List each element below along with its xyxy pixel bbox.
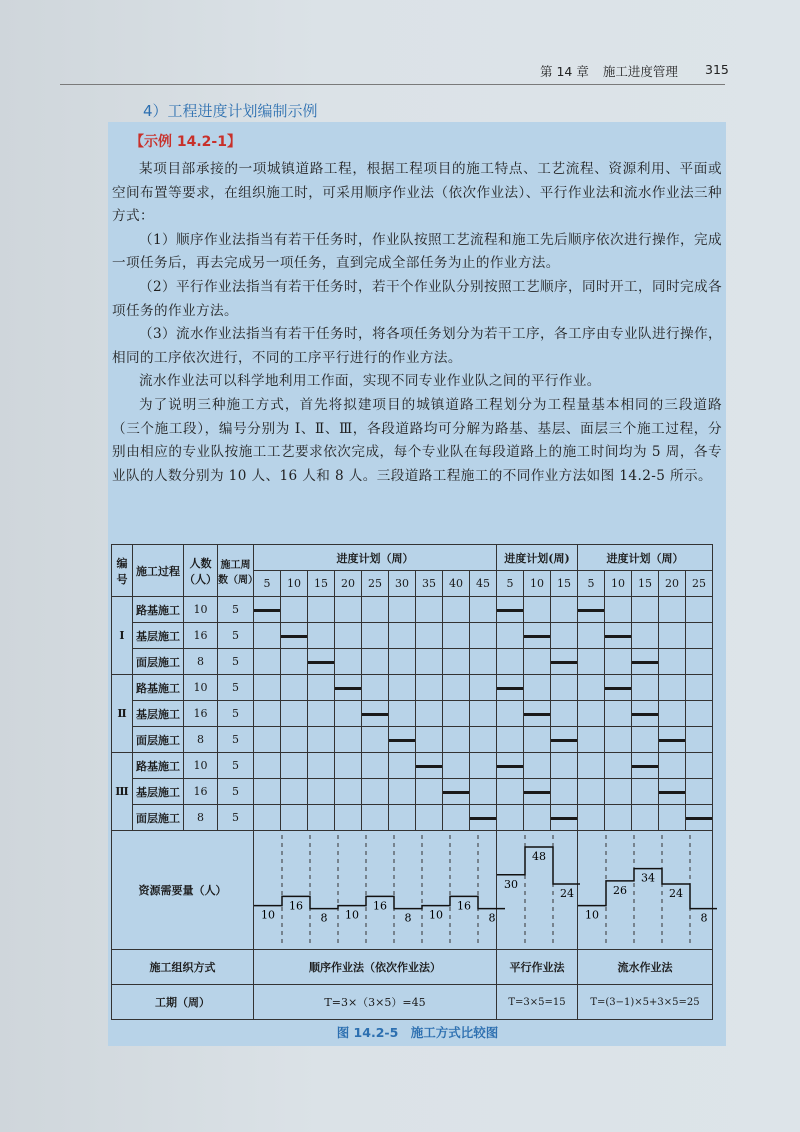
task-bar <box>281 635 307 638</box>
org-par: 平行作业法 <box>497 950 578 985</box>
schedule-cell <box>632 727 659 753</box>
people-count: 16 <box>184 779 218 805</box>
resource-value: 8 <box>404 911 412 925</box>
schedule-cell <box>362 623 389 649</box>
schedule-cell <box>416 779 443 805</box>
tick-label: 10 <box>281 571 308 597</box>
week-count: 5 <box>218 727 254 753</box>
tick-label: 30 <box>389 571 416 597</box>
figure-caption: 图 14.2-5 施工方式比较图 <box>336 1025 499 1040</box>
tick-label: 15 <box>551 571 578 597</box>
schedule-cell <box>362 753 389 779</box>
construction-comparison-table <box>111 544 713 1020</box>
schedule-cell <box>389 779 416 805</box>
task-bar <box>659 739 685 742</box>
tick-label: 5 <box>254 571 281 597</box>
tick-label: 10 <box>524 571 551 597</box>
schedule-cell <box>362 597 389 623</box>
schedule-cell <box>335 753 362 779</box>
schedule-cell <box>416 753 443 779</box>
schedule-cell <box>443 753 470 779</box>
resource-value: 16 <box>457 899 471 913</box>
schedule-cell <box>470 779 497 805</box>
schedule-cell <box>686 597 713 623</box>
task-bar <box>443 791 469 794</box>
chapter-title: 施工进度管理 <box>602 64 678 79</box>
resource-histogram-par <box>497 831 578 950</box>
resource-chart <box>497 831 580 949</box>
resource-value: 26 <box>613 883 627 897</box>
tick-label: 20 <box>659 571 686 597</box>
tick-label: 25 <box>362 571 389 597</box>
process-name: 面层施工 <box>133 805 184 831</box>
resource-value: 8 <box>488 911 496 925</box>
schedule-cell <box>551 701 578 727</box>
schedule-cell <box>281 753 308 779</box>
schedule-cell <box>605 597 632 623</box>
tick-label: 35 <box>416 571 443 597</box>
schedule-cell <box>308 805 335 831</box>
task-bar <box>632 765 658 768</box>
task-bar <box>308 661 334 664</box>
schedule-cell <box>632 597 659 623</box>
task-bar <box>497 687 523 690</box>
schedule-cell <box>389 753 416 779</box>
task-bar <box>497 765 523 768</box>
schedule-cell <box>362 649 389 675</box>
people-count: 10 <box>184 675 218 701</box>
schedule-cell <box>578 779 605 805</box>
schedule-cell <box>578 649 605 675</box>
task-bar <box>605 687 631 690</box>
schedule-cell <box>443 727 470 753</box>
schedule-cell <box>362 805 389 831</box>
schedule-cell <box>308 779 335 805</box>
duration-flow: T=(3−1)×5+3×5=25 <box>578 985 713 1020</box>
process-name: 路基施工 <box>133 753 184 779</box>
schedule-cell <box>362 675 389 701</box>
people-count: 8 <box>184 805 218 831</box>
schedule-cell <box>335 727 362 753</box>
schedule-cell <box>686 779 713 805</box>
schedule-cell <box>659 701 686 727</box>
people-count: 16 <box>184 623 218 649</box>
table-row <box>112 753 713 779</box>
task-bar <box>497 609 523 612</box>
task-bar <box>362 713 388 716</box>
resource-value: 34 <box>641 871 655 885</box>
schedule-cell <box>470 753 497 779</box>
page-header <box>540 62 729 80</box>
schedule-cell <box>497 805 524 831</box>
schedule-cell <box>686 701 713 727</box>
schedule-cell <box>308 623 335 649</box>
schedule-cell <box>578 597 605 623</box>
resource-value: 10 <box>429 908 443 922</box>
schedule-cell <box>497 649 524 675</box>
task-bar <box>470 817 496 820</box>
schedule-cell <box>551 805 578 831</box>
task-bar <box>578 609 604 612</box>
table-row <box>112 727 713 753</box>
schedule-cell <box>416 649 443 675</box>
schedule-cell <box>335 779 362 805</box>
task-bar <box>524 713 550 716</box>
duration-label: 工期（周） <box>112 985 254 1020</box>
schedule-cell <box>605 779 632 805</box>
task-bar <box>524 791 550 794</box>
schedule-cell <box>281 597 308 623</box>
tick-label: 25 <box>686 571 713 597</box>
header-no: 编号 <box>112 545 133 597</box>
schedule-cell <box>632 753 659 779</box>
resource-value: 16 <box>289 899 303 913</box>
segment-number: Ⅰ <box>112 597 133 675</box>
schedule-cell <box>524 727 551 753</box>
task-bar <box>659 791 685 794</box>
schedule-cell <box>659 597 686 623</box>
resource-value: 10 <box>261 908 275 922</box>
schedule-cell <box>632 701 659 727</box>
schedule-cell <box>470 727 497 753</box>
task-bar <box>551 661 577 664</box>
week-count: 5 <box>218 675 254 701</box>
tick-label: 15 <box>632 571 659 597</box>
page-number: 315 <box>705 62 729 77</box>
people-count: 16 <box>184 701 218 727</box>
schedule-cell <box>254 779 281 805</box>
resource-histogram-seq <box>254 831 497 950</box>
schedule-cell <box>335 623 362 649</box>
schedule-cell <box>443 805 470 831</box>
schedule-cell <box>551 597 578 623</box>
header-divider <box>60 84 725 85</box>
schedule-cell <box>389 597 416 623</box>
process-name: 基层施工 <box>133 701 184 727</box>
schedule-cell <box>686 675 713 701</box>
schedule-cell <box>632 805 659 831</box>
task-bar <box>632 713 658 716</box>
resource-value: 8 <box>320 911 328 925</box>
schedule-cell <box>335 597 362 623</box>
schedule-cell <box>605 649 632 675</box>
process-name: 基层施工 <box>133 623 184 649</box>
schedule-cell <box>497 753 524 779</box>
people-count: 10 <box>184 753 218 779</box>
resource-value: 30 <box>504 877 518 891</box>
resource-value: 10 <box>345 908 359 922</box>
schedule-cell <box>254 675 281 701</box>
resource-value: 48 <box>532 850 546 863</box>
paragraph: （1）顺序作业法指当有若干任务时，作业队按照工艺流程和施工先后顺序依次进行操作，完成一项任务后，再去完成另一项任务，直到完成全部任务为止的作业方法。 <box>112 231 722 272</box>
tick-label: 15 <box>308 571 335 597</box>
schedule-cell <box>578 675 605 701</box>
schedule-cell <box>686 727 713 753</box>
schedule-cell <box>659 675 686 701</box>
task-bar <box>416 765 442 768</box>
schedule-cell <box>578 753 605 779</box>
schedule-cell <box>281 675 308 701</box>
organization-row <box>112 950 713 985</box>
schedule-cell <box>281 701 308 727</box>
process-name: 面层施工 <box>133 649 184 675</box>
schedule-cell <box>443 649 470 675</box>
org-label: 施工组织方式 <box>112 950 254 985</box>
schedule-cell <box>659 779 686 805</box>
schedule-cell <box>308 753 335 779</box>
schedule-cell <box>335 649 362 675</box>
schedule-cell <box>551 779 578 805</box>
body-text <box>112 158 722 488</box>
schedule-cell <box>632 623 659 649</box>
schedule-cell <box>389 727 416 753</box>
schedule-cell <box>578 701 605 727</box>
process-name: 面层施工 <box>133 727 184 753</box>
paragraph: 为了说明三种施工方式，首先将拟建项目的城镇道路工程划分为工程量基本相同的三段道路（三个施工段），编号分别为 Ⅰ、Ⅱ、Ⅲ，各段道路均可分解为路基、基层、面层三个施工过程，分别由相应的专业队按施工工艺要求依次完成，每个专业队在每段道路上的施工时间均为 5 周，各专业队的人数分别为 10 人、16 人和 8 人。三段道路工程施工的不同作业方法如图 14.2-5 所示。 <box>112 396 722 484</box>
schedule-cell <box>605 805 632 831</box>
schedule-cell <box>551 675 578 701</box>
schedule-cell <box>308 701 335 727</box>
week-count: 5 <box>218 753 254 779</box>
resource-value: 24 <box>669 887 683 900</box>
task-bar <box>686 817 712 820</box>
schedule-cell <box>470 701 497 727</box>
schedule-cell <box>497 623 524 649</box>
schedule-cell <box>416 597 443 623</box>
week-count: 5 <box>218 623 254 649</box>
schedule-cell <box>470 623 497 649</box>
duration-par: T=3×5=15 <box>497 985 578 1020</box>
resource-histogram-flow <box>578 831 713 950</box>
paragraph: 流水作业法可以科学地利用工作面，实现不同专业作业队之间的平行作业。 <box>139 373 601 390</box>
schedule-cell <box>281 623 308 649</box>
schedule-cell <box>605 701 632 727</box>
schedule-cell <box>578 727 605 753</box>
schedule-cell <box>605 727 632 753</box>
schedule-cell <box>524 753 551 779</box>
schedule-cell <box>362 701 389 727</box>
process-name: 路基施工 <box>133 675 184 701</box>
schedule-cell <box>281 649 308 675</box>
schedule-cell <box>443 623 470 649</box>
table-row <box>112 779 713 805</box>
task-bar <box>551 739 577 742</box>
segment-number: Ⅲ <box>112 753 133 831</box>
schedule-cell <box>416 675 443 701</box>
org-flow: 流水作业法 <box>578 950 713 985</box>
schedule-cell <box>308 649 335 675</box>
schedule-cell <box>605 753 632 779</box>
schedule-cell <box>686 753 713 779</box>
week-count: 5 <box>218 779 254 805</box>
schedule-cell <box>686 623 713 649</box>
tick-label: 20 <box>335 571 362 597</box>
schedule-cell <box>281 779 308 805</box>
resource-value: 16 <box>373 899 387 913</box>
schedule-cell <box>335 675 362 701</box>
resource-value: 24 <box>560 887 574 900</box>
tick-label: 40 <box>443 571 470 597</box>
schedule-cell <box>254 623 281 649</box>
schedule-cell <box>551 727 578 753</box>
schedule-cell <box>254 649 281 675</box>
resource-row <box>112 831 713 950</box>
paragraph: （3）流水作业法指当有若干任务时，将各项任务划分为若干工序，各工序由专业队进行操作，相同的工序依次进行，不同的工序平行进行的作业方法。 <box>112 326 722 366</box>
schedule-cell <box>416 623 443 649</box>
resource-label: 资源需要量（人） <box>112 831 254 950</box>
schedule-cell <box>659 753 686 779</box>
schedule-cell <box>416 701 443 727</box>
schedule-cell <box>632 649 659 675</box>
schedule-cell <box>362 779 389 805</box>
schedule-cell <box>254 597 281 623</box>
schedule-cell <box>389 649 416 675</box>
tick-label: 45 <box>470 571 497 597</box>
week-count: 5 <box>218 597 254 623</box>
header-process: 施工过程 <box>133 545 184 597</box>
schedule-cell <box>497 727 524 753</box>
people-count: 8 <box>184 649 218 675</box>
schedule-cell <box>524 623 551 649</box>
schedule-cell <box>443 597 470 623</box>
schedule-cell <box>524 649 551 675</box>
schedule-cell <box>362 727 389 753</box>
schedule-cell <box>443 675 470 701</box>
schedule-cell <box>254 701 281 727</box>
week-count: 5 <box>218 805 254 831</box>
paragraph: 某项目部承接的一项城镇道路工程，根据工程项目的施工特点、工艺流程、资源利用、平面或空间布置等要求，在组织施工时，可采用顺序作业法（依次作业法）、平行作业法和流水作业法三种方式： <box>112 161 722 225</box>
schedule-cell <box>524 779 551 805</box>
schedule-cell <box>632 779 659 805</box>
schedule-cell <box>308 675 335 701</box>
schedule-cell <box>308 597 335 623</box>
table-row <box>112 623 713 649</box>
schedule-cell <box>389 701 416 727</box>
task-bar <box>524 635 550 638</box>
schedule-cell <box>470 649 497 675</box>
chapter-number: 第 14 章 <box>540 64 589 79</box>
table-row <box>112 597 713 623</box>
section-title: 4）工程进度计划编制示例 <box>143 102 318 120</box>
schedule-cell <box>686 805 713 831</box>
week-count: 5 <box>218 649 254 675</box>
task-bar <box>254 609 280 612</box>
header-seq-schedule: 进度计划（周） <box>254 545 497 571</box>
people-count: 8 <box>184 727 218 753</box>
schedule-cell <box>497 675 524 701</box>
resource-value: 8 <box>700 911 708 925</box>
schedule-cell <box>632 675 659 701</box>
schedule-cell <box>281 805 308 831</box>
header-flow-schedule: 进度计划（周） <box>578 545 713 571</box>
process-name: 基层施工 <box>133 779 184 805</box>
schedule-cell <box>254 753 281 779</box>
schedule-cell <box>659 805 686 831</box>
schedule-cell <box>416 805 443 831</box>
schedule-cell <box>524 805 551 831</box>
schedule-cell <box>524 675 551 701</box>
schedule-cell <box>551 649 578 675</box>
schedule-cell <box>470 805 497 831</box>
resource-value: 10 <box>585 908 599 922</box>
task-bar <box>632 661 658 664</box>
schedule-cell <box>497 701 524 727</box>
task-bar <box>551 817 577 820</box>
schedule-cell <box>551 753 578 779</box>
week-count: 5 <box>218 701 254 727</box>
segment-number: Ⅱ <box>112 675 133 753</box>
schedule-cell <box>605 675 632 701</box>
tick-label: 5 <box>497 571 524 597</box>
schedule-cell <box>335 805 362 831</box>
schedule-cell <box>605 623 632 649</box>
schedule-cell <box>470 597 497 623</box>
example-title: 【示例 14.2-1】 <box>130 134 241 150</box>
schedule-cell <box>551 623 578 649</box>
schedule-cell <box>470 675 497 701</box>
schedule-cell <box>389 805 416 831</box>
duration-seq: T=3×（3×5）=45 <box>254 985 497 1020</box>
header-weeks: 施工周数（周） <box>218 545 254 597</box>
process-name: 路基施工 <box>133 597 184 623</box>
schedule-cell <box>254 805 281 831</box>
schedule-cell <box>443 701 470 727</box>
resource-chart <box>254 831 505 949</box>
duration-row <box>112 985 713 1020</box>
schedule-cell <box>416 727 443 753</box>
resource-chart <box>578 831 717 949</box>
schedule-cell <box>659 649 686 675</box>
schedule-cell <box>281 727 308 753</box>
paragraph: （2）平行作业法指当有若干任务时，若干个作业队分别按照工艺顺序，同时开工，同时完成各项任务的作业方法。 <box>112 278 722 319</box>
task-bar <box>605 635 631 638</box>
schedule-cell <box>659 727 686 753</box>
header-par-schedule: 进度计划(周) <box>497 545 578 571</box>
table-row <box>112 701 713 727</box>
schedule-cell <box>524 701 551 727</box>
tick-label: 10 <box>605 571 632 597</box>
table-row <box>112 649 713 675</box>
schedule-cell <box>254 727 281 753</box>
task-bar <box>389 739 415 742</box>
schedule-cell <box>335 701 362 727</box>
task-bar <box>335 687 361 690</box>
schedule-cell <box>389 623 416 649</box>
schedule-cell <box>497 779 524 805</box>
table-row <box>112 805 713 831</box>
schedule-cell <box>497 597 524 623</box>
schedule-cell <box>578 805 605 831</box>
header-people: 人数（人） <box>184 545 218 597</box>
people-count: 10 <box>184 597 218 623</box>
org-seq: 顺序作业法（依次作业法） <box>254 950 497 985</box>
schedule-cell <box>524 597 551 623</box>
tick-label: 5 <box>578 571 605 597</box>
schedule-cell <box>578 623 605 649</box>
schedule-cell <box>659 623 686 649</box>
schedule-cell <box>308 727 335 753</box>
schedule-cell <box>686 649 713 675</box>
schedule-cell <box>389 675 416 701</box>
table-row <box>112 675 713 701</box>
schedule-cell <box>443 779 470 805</box>
